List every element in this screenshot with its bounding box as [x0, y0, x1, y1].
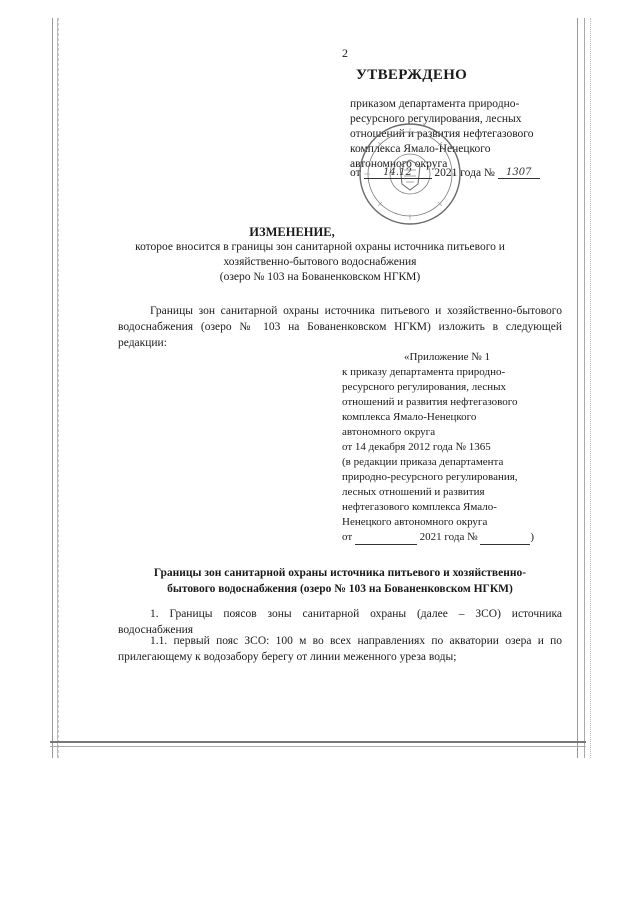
item-1: 1. Границы поясов зоны санитарной охраны (далее – ЗСО) источника водоснабжения [118, 608, 562, 636]
approved-heading: УТВЕРЖДЕНО [356, 67, 468, 83]
number-blank [498, 166, 540, 179]
approval-date-line [350, 166, 562, 179]
page-number: 2 [342, 46, 348, 60]
change-subtitle-line: хозяйственно-бытового водоснабжения [223, 256, 417, 268]
order-line: отношений и развития нефтегазового [350, 128, 534, 140]
change-subtitle-line: (озеро № 103 на Бованенковском НГКМ) [219, 271, 421, 283]
date-mid: 2021 года № [434, 167, 495, 179]
appendix-number-blank [480, 532, 530, 545]
appendix-line: лесных отношений и развития [342, 486, 485, 498]
appendix-line: автономного округа [342, 426, 436, 438]
handwritten-day: 14.12 [383, 167, 412, 178]
section-title-line: бытового водоснабжения (озеро № 103 на Бованенковском НГКМ) [167, 583, 513, 595]
intro-paragraph: Границы зон санитарной охраны источника питьевого и хозяйственно-бытового водоснабжения (озеро № 103 на Бованенковском НГКМ) изложить в следующей редакции: [118, 305, 562, 349]
handwritten-number: 1307 [506, 167, 532, 178]
appendix-line: от 14 декабря 2012 года № 1365 [342, 441, 491, 453]
scan-edge-bottom [50, 741, 586, 743]
appendix-line: (в редакции приказа департамента [342, 456, 504, 468]
appendix-line: ресурсного регулирования, лесных [342, 381, 507, 393]
appendix-block [342, 350, 560, 545]
appendix-date-prefix: от [342, 531, 353, 543]
appendix-line: отношений и развития нефтегазового [342, 396, 518, 408]
change-title: ИЗМЕНЕНИЕ, [249, 225, 335, 239]
order-line: ресурсного регулирования, лесных [350, 113, 522, 125]
change-subtitle-line: которое вносится в границы зон санитарной охраны источника питьевого и [135, 241, 505, 253]
order-line: комплекса Ямало-Ненецкого [350, 143, 491, 155]
scan-edge-left-inner [58, 18, 59, 758]
scan-edge-right-outer [590, 18, 591, 758]
appendix-date-line [342, 530, 560, 545]
date-blank [364, 166, 432, 179]
appendix-title: «Приложение № 1 [404, 351, 491, 363]
appendix-line: Ненецкого автономного округа [342, 516, 488, 528]
appendix-date-mid: 2021 года № [419, 531, 478, 543]
appendix-line: к приказу департамента природно- [342, 366, 506, 378]
order-line: автономного округа [350, 158, 448, 170]
appendix-date-suffix: ) [530, 531, 534, 543]
section-title-line: Границы зон санитарной охраны источника питьевого и хозяйственно- [153, 567, 527, 579]
scan-edge-bottom-inner [50, 746, 586, 747]
appendix-line: нефтегазового комплекса Ямало- [342, 501, 497, 513]
item-1-1: 1.1. первый пояс ЗСО: 100 м во всех направлениях по акватории озера и по прилегающему к водозабору берегу от линии меженного уреза воды; [118, 635, 562, 663]
date-prefix: от [350, 167, 361, 179]
appendix-line: комплекса Ямало-Ненецкого [342, 411, 477, 423]
scan-edge-right [577, 18, 585, 758]
order-line: приказом департамента природно- [350, 98, 520, 110]
appendix-line: природно-ресурсного регулирования, [342, 471, 518, 483]
appendix-date-blank [355, 532, 417, 545]
